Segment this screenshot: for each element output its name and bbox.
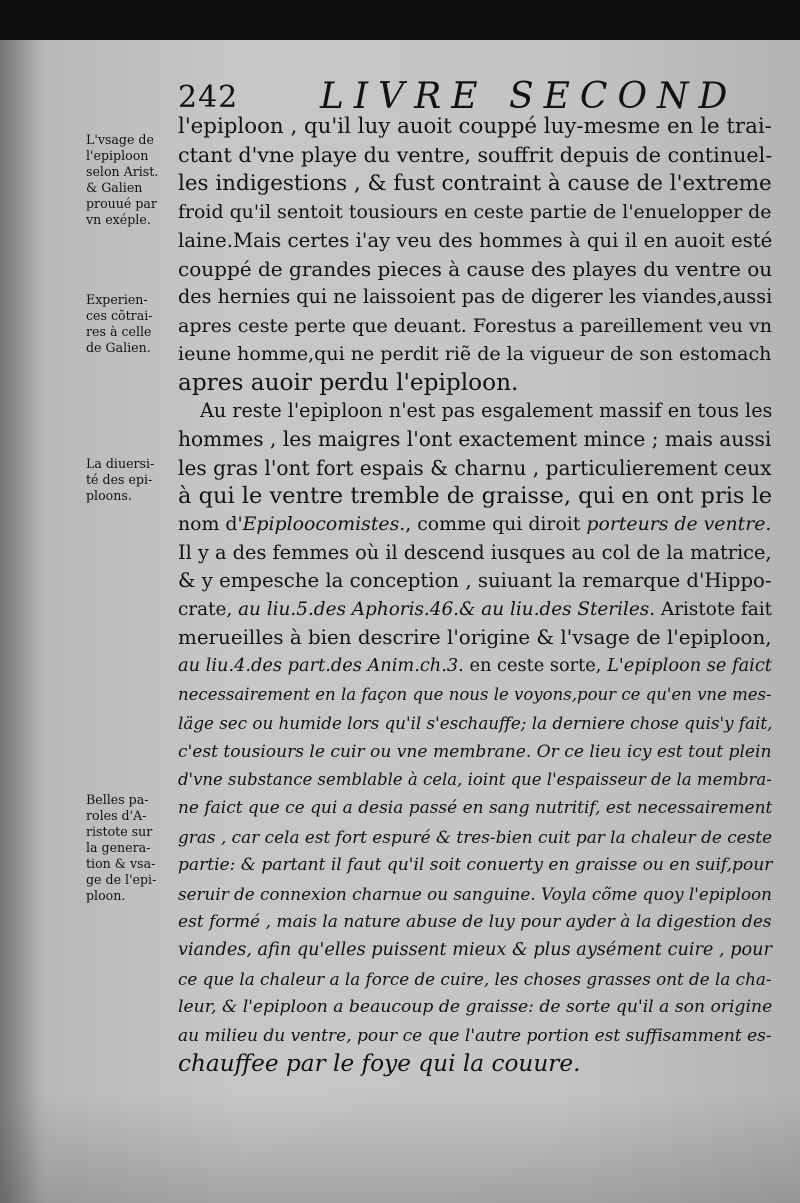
margin-note-line: Belles pa- (86, 792, 149, 807)
margin-note-line: l'epiploon (86, 148, 149, 163)
text-segment: en ceste sorte, (463, 656, 608, 677)
text-line: laine.Mais certes i'ay veu des hommes à qui il en auoit esté (178, 228, 773, 252)
margin-note-line: ge de l'epi- (86, 872, 157, 887)
text-line: les indigestions , & fust contraint à cause de l'extreme (178, 170, 772, 196)
text-line: froid qu'il sentoit tousiours en ceste partie de l'enuelopper de (178, 201, 772, 224)
text-line: Il y a des femmes où il descend iusques au col de la matrice, (178, 540, 772, 564)
text-segment-italic: au liu.5.des Aphoris.46.& au liu.des Steriles. (238, 598, 656, 620)
margin-note-line: ploon. (86, 888, 126, 903)
italic-line: leur, & l'epiploon a beaucoup de graisse: de sorte qu'il a son origine (178, 997, 773, 1018)
italic-line: viandes, afin qu'elles puissent mieux & plus aysément cuire , pour (178, 940, 772, 961)
text-segment: Aristote fait (655, 598, 773, 620)
text-line: l'epiploon , qu'il luy auoit couppé luy-mesme en le trai- (178, 114, 772, 139)
italic-line: d'vne substance semblable à cela, ioint que l'espaisseur de la membra- (178, 769, 772, 789)
margin-note-line: selon Arist. (86, 164, 159, 179)
text-line: les gras l'ont fort espais & charnu , particulierement ceux (178, 455, 772, 480)
book-page (0, 40, 800, 1203)
italic-line: c'est tousiours le cuir ou vne membrane. Or ce lieu icy est tout plein (178, 741, 772, 762)
page-number: 242 (178, 80, 239, 115)
text-segment-italic: Epiploocomistes. (242, 513, 406, 536)
italic-line: gras , car cela est fort espuré & tres-bien cuit par la chaleur de ceste (178, 826, 773, 847)
bleed-through-area (0, 1093, 800, 1203)
text-line: apres auoir perdu l'epiploon. (178, 368, 519, 396)
text-line: apres ceste perte que deuant. Forestus a pareillement veu vn (178, 314, 773, 337)
margin-note-line: res à celle (86, 324, 152, 339)
margin-note-line: ristote sur (86, 824, 153, 839)
margin-note-line: L'vsage de (86, 132, 154, 147)
paragraph-start-line: Au reste l'epiploon n'est pas esgalement massif en tous les (200, 398, 773, 422)
margin-note-line: La diuersi- (86, 456, 155, 471)
text-segment: nom d' (178, 513, 243, 536)
body-text (178, 113, 778, 1078)
italic-line: est formé , mais la nature abuse de luy pour ayder à la digestion des (178, 911, 772, 932)
text-line: hommes , les maigres l'ont exactement mince ; mais aussi (178, 427, 772, 452)
text-segment-italic: L'epiploon se faict (607, 656, 772, 677)
text-segment: crate, (178, 598, 239, 620)
italic-line: ne faict que ce qui a desia passé en sang nutritif, est necessairement (178, 798, 773, 819)
margin-note-line: vn exéple. (86, 212, 151, 227)
text-line-mixed (178, 596, 778, 624)
margin-note-line: de Galien. (86, 340, 151, 355)
text-line: couppé de grandes pieces à cause des playes du ventre ou (178, 256, 773, 281)
text-line: des hernies qui ne laissoient pas de digerer les viandes,aussi (178, 285, 773, 309)
margin-note-line: ces cõtrai- (86, 308, 153, 323)
text-line: à qui le ventre tremble de graisse, qui en ont pris le (178, 483, 773, 510)
italic-line: partie: & partant il faut qu'il soit conuerty en graisse ou en suif,pour (178, 855, 773, 876)
margin-note-experiences (86, 292, 182, 356)
italic-line: chauffee par le foye qui la couure. (178, 1049, 581, 1077)
italic-line: au milieu du ventre, pour ce que l'autre portion est suffisamment es- (178, 1025, 772, 1046)
margin-note-diversity (86, 456, 182, 504)
text-line-mixed (178, 510, 778, 538)
text-line: ctant d'vne playe du ventre, souffrit depuis de continuel- (178, 143, 773, 168)
margin-note-line: roles d'A- (86, 808, 147, 823)
margin-note-line: Experien- (86, 292, 148, 307)
text-line: merueilles à bien descrire l'origine & l'vsage de l'epiploon, (178, 626, 772, 650)
margin-note-line: té des epi- (86, 472, 153, 487)
page-header (178, 76, 778, 116)
margin-note-line: prouué par (86, 196, 157, 211)
italic-line: ce que la chaleur a la force de cuire, les choses grasses ont de la cha- (178, 968, 772, 989)
margin-note-line: la genera- (86, 840, 151, 855)
text-segment-italic: au liu.4.des part.des Anim.ch.3. (178, 656, 464, 677)
italic-line: seruir de connexion charnue ou sanguine. Voyla cõme quoy l'epiploon (178, 883, 772, 904)
text-line: ieune homme,qui ne perdit riẽ de la vigueur de son estomach (178, 343, 772, 366)
margin-note-aristotle (86, 792, 182, 904)
text-segment-italic: porteurs de ventre. (586, 513, 772, 536)
text-segment: , comme qui diroit (405, 513, 587, 536)
italic-line: necessairement en la façon que nous le voyons,pour ce qu'en vne mes- (178, 684, 772, 704)
text-line-mixed (178, 652, 778, 680)
text-line: & y empesche la conception , suiuant la remarque d'Hippo- (178, 569, 772, 593)
margin-note-line: & Galien (86, 180, 143, 195)
margin-note-line: ploons. (86, 488, 132, 503)
margin-note-line: tion & vsa- (86, 856, 156, 871)
italic-line: läge sec ou humide lors qu'il s'eschauffe; la derniere chose quis'y fait, (178, 713, 773, 734)
margin-note-usage (86, 132, 182, 228)
running-head: LIVRE SECOND (320, 76, 738, 117)
gutter-shadow (0, 40, 40, 1203)
